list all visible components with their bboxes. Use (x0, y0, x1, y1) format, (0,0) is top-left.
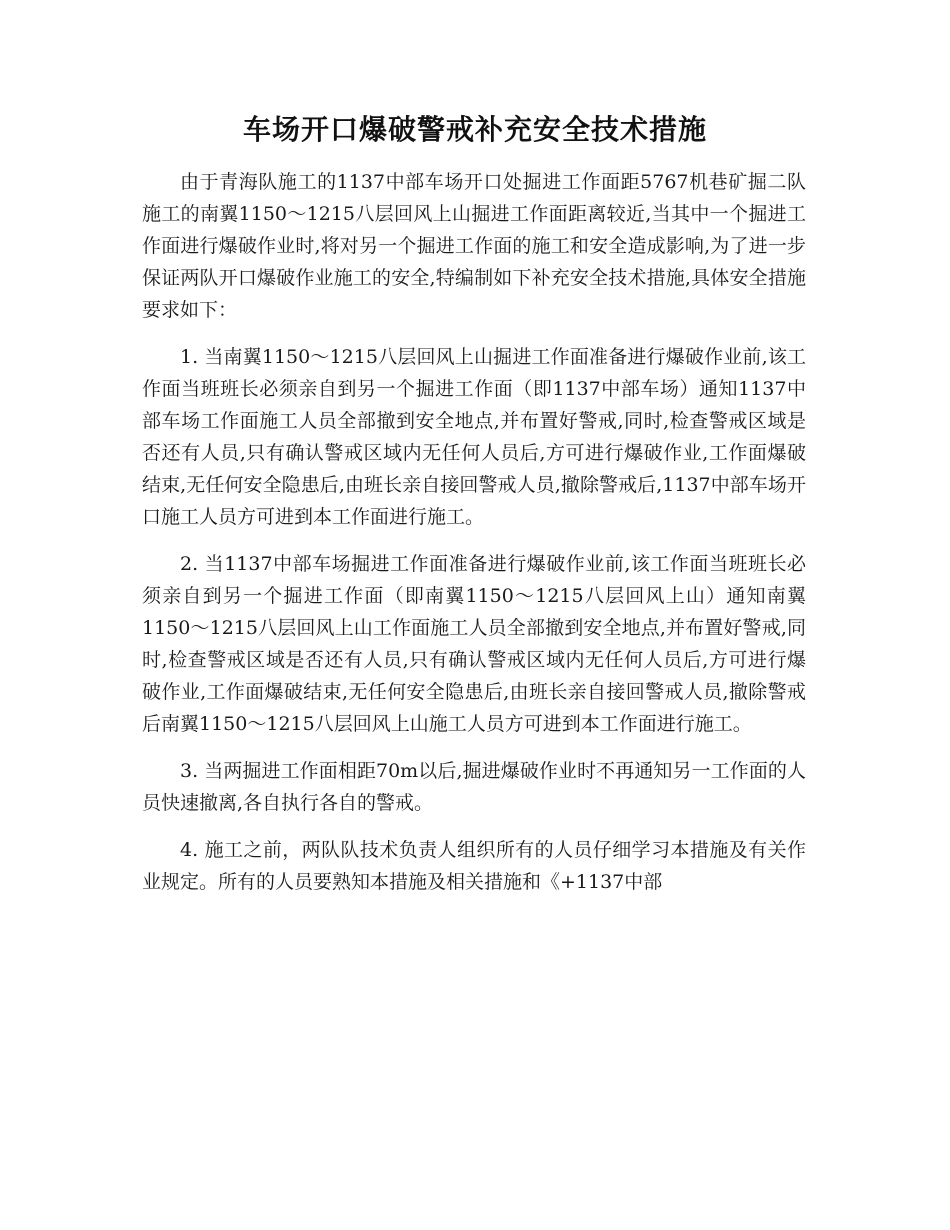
measure-item-2: 2. 当1137中部车场掘进工作面准备进行爆破作业前,该工作面当班班长必须亲自到另一个掘进工作面（即南翼1150～1215八层回风上山）通知南翼1150～1215八层回风上山工作面施工人员全部撤到安全地点,并布置好警戒,同时,检查警戒区域是否还有人员,只有确认警戒区域内无任何人员后,方可进行爆破作业,工作面爆破结束,无任何安全隐患后,由班长亲自接回警戒人员,撤除警戒后南翼1150～1215八层回风上山施工人员方可进到本工作面进行施工。 (142, 553, 806, 735)
measure-item-4: 4. 施工之前，两队队技术负责人组织所有的人员仔细学习本措施及有关作业规定。所有的人员要熟知本措施及相关措施和《+1137中部 (142, 839, 806, 893)
document-title: 车场开口爆破警戒补充安全技术措施 (242, 113, 707, 146)
intro-paragraph: 由于青海队施工的1137中部车场开口处掘进工作面距5767机巷矿掘二队施工的南翼1150～1215八层回风上山掘进工作面距离较近,当其中一个掘进工作面进行爆破作业时,将对另一个掘进工作面的施工和安全造成影响,为了进一步保证两队开口爆破作业施工的安全,特编制如下补充安全技术措施,具体安全措施要求如下： (142, 171, 806, 321)
measure-item-1: 1. 当南翼1150～1215八层回风上山掘进工作面准备进行爆破作业前,该工作面当班班长必须亲自到另一个掘进工作面（即1137中部车场）通知1137中部车场工作面施工人员全部撤到安全地点,并布置好警戒,同时,检查警戒区域是否还有人员,只有确认警戒区域内无任何人员后,方可进行爆破作业,工作面爆破结束,无任何安全隐患后,由班长亲自接回警戒人员,撤除警戒后,1137中部车场开口施工人员方可进到本工作面进行施工。 (142, 346, 806, 528)
document-body (142, 166, 806, 898)
measure-item-3: 3. 当两掘进工作面相距70m以后,掘进爆破作业时不再通知另一工作面的人员快速撤离,各自执行各自的警戒。 (142, 760, 806, 814)
